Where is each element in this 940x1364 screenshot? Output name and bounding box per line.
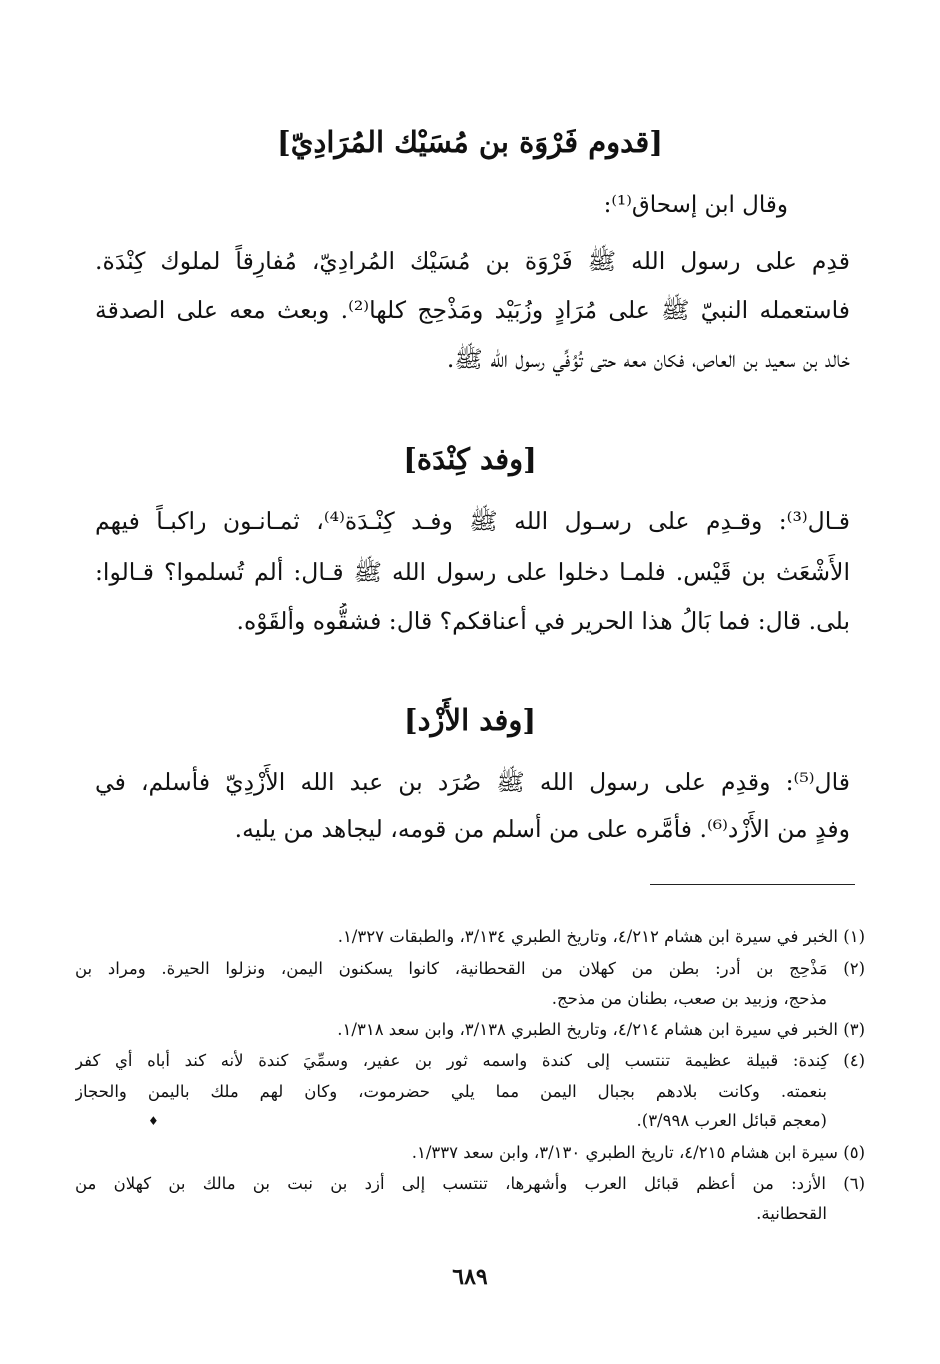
- paragraph-line: فاستعمله النبيّ ﷺ على مُرَادٍ وزُبَيْد ومَذْحِج كلها⁽²⁾. وبعث معه على الصدقة: [95, 296, 850, 324]
- footnote-separator: [650, 884, 855, 885]
- footnote-6-continued: القحطانية.: [756, 1204, 827, 1223]
- footnote-4: (٤) كِندة: قبيلة عظيمة تنتسب إلى كندة واسمه ثور بن عفير، وسمِّيَ كندة لأنه كند أباه أي كفر: [75, 1051, 865, 1070]
- paragraph-line: وفدٍ من الأَزْد⁽⁶⁾. فأمَّره على من أسلم من قومه، ليجاهد من يليه.: [234, 815, 850, 843]
- paragraph-line: بلى. قال: فما بَالُ هذا الحرير في أعناقكم؟ قال: فشقُّوه وألقَوْه.: [236, 607, 850, 635]
- footnote-3: (٣) الخبر في سيرة ابن هشام ٤/٢١٤، وتاريخ الطبري ٣/١٣٨، وابن سعد ١/٣١٨.: [337, 1020, 865, 1039]
- footnote-2: (٢) مَذْحِج بن أدر: بطن من كهلان من القحطانية، كانوا يسكنون اليمن، ونزلوا الحيرة. ومراد بن: [75, 959, 865, 978]
- paragraph-line: قدِم على رسول الله ﷺ فَرْوَة بن مُسَيْك المُرادِيّ، مُفارِقاً لملوك كِنْدَة.: [95, 247, 850, 275]
- heading-farwa: [قدوم فَرْوَة بن مُسَيْك المُرَادِيّ]: [276, 125, 663, 159]
- margin-mark-icon: ♦: [148, 1114, 159, 1128]
- paragraph-line: خالد بن سعيد بن العاص، فكان معه حتى تُوُفِّي رسول الله ﷺ.: [446, 345, 850, 373]
- footnote-1: (١) الخبر في سيرة ابن هشام ٤/٢١٢، وتاريخ الطبري ٣/١٣٤، والطبقات ١/٣٢٧.: [337, 927, 865, 946]
- footnote-4-continued: بنعمته. وكانت بلادهم بجبال اليمن مما يلي حضرموت، وكان لهم ملك باليمن والحجاز: [75, 1082, 827, 1101]
- footnote-2-continued: مذحج، وزبيد بن صعب، بطنان من مذحج.: [551, 989, 827, 1008]
- paragraph-line: قال⁽⁵⁾: وقدِم على رسول الله ﷺ صُرَد بن عبد الله الأَزْدِيّ فأسلم، في: [95, 768, 850, 796]
- intro-ibn-ishaq: وقال ابن إسحاق⁽¹⁾:: [603, 192, 788, 218]
- footnote-6: (٦) الأزد: من أعظم قبائل العرب وأشهرها، تنتسب إلى أزد بن نبت بن مالك بن كهلان من: [75, 1174, 865, 1193]
- paragraph-line: الأَشْعَث بن قَيْس. فلمـا دخلوا على رسول الله ﷺ قـال: ألم تُسلموا؟ قـالوا:: [95, 558, 850, 586]
- heading-kinda: [وفد كِنْدَة]: [403, 442, 537, 476]
- footnote-4-continued: (معجم قبائل العرب ٣/٩٩٨).: [636, 1111, 827, 1130]
- page-number: ٦٨٩: [452, 1264, 488, 1290]
- heading-azd: [وفد الأَزْد]: [403, 703, 537, 737]
- paragraph-line: قـال⁽³⁾: وقـدِم على رسـول الله ﷺ وفـد كِنْـدَة⁽⁴⁾، ثمـانـون راكبـاً فيهم: [95, 507, 850, 535]
- footnote-5: (٥) سيرة ابن هشام ٤/٢١٥، تاريخ الطبري ٣/١٣٠، وابن سعد ١/٣٣٧.: [411, 1143, 865, 1162]
